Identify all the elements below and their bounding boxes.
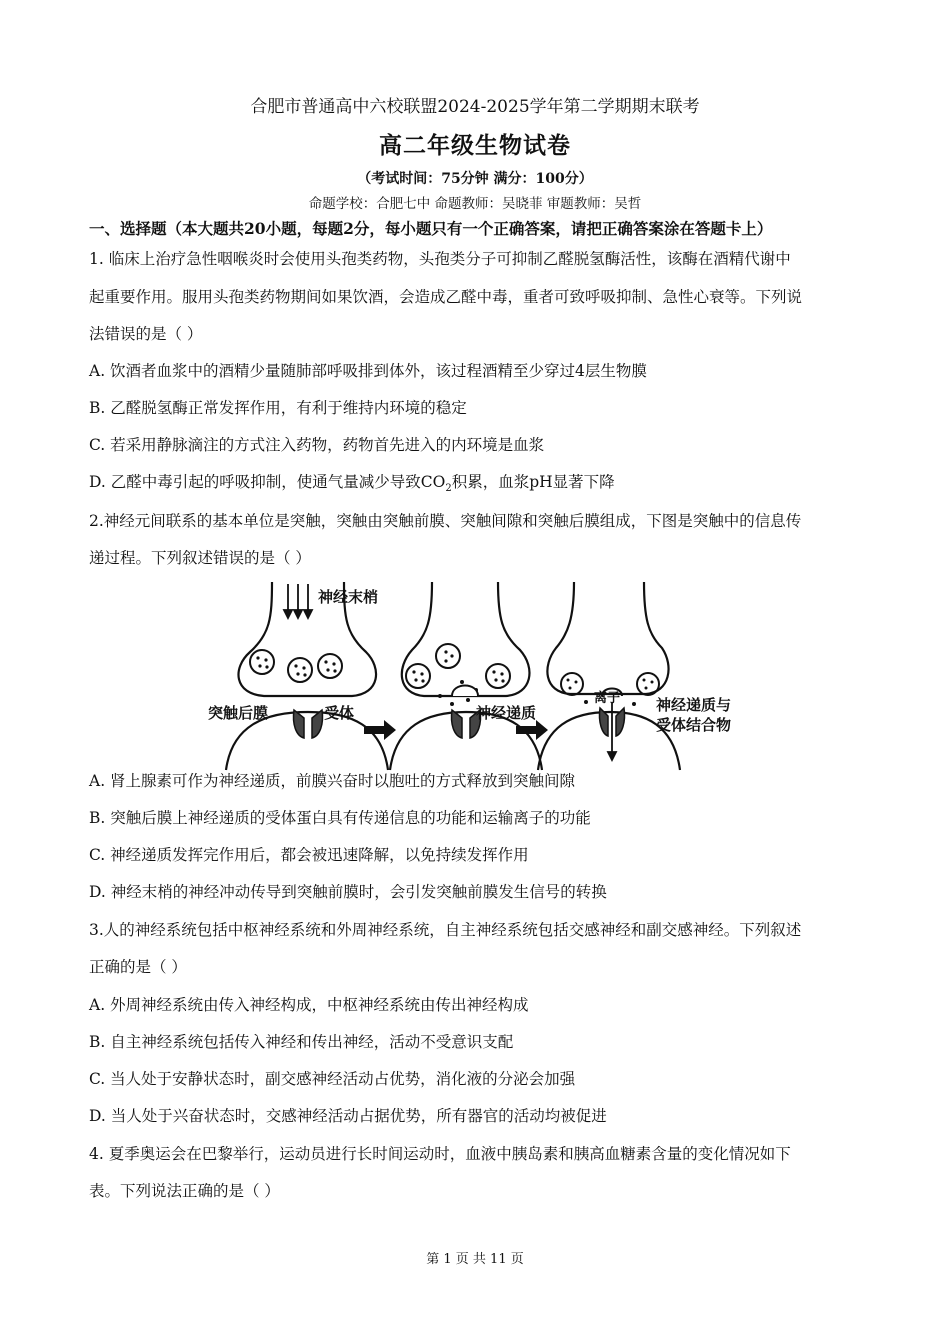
q1-stem-line1: 1. 临床上治疗急性咽喉炎时会使用头孢类药物，头孢类分子可抑制乙醛脱氢酶活性，该酶在酒精代谢中 bbox=[89, 250, 791, 268]
q1-option-d-subscript: 2 bbox=[445, 483, 452, 495]
q1-option-d-tail: 积累，血浆pH显著下降 bbox=[451, 473, 615, 491]
q2-stem-line2: 递过程。下列叙述错误的是（ ） bbox=[89, 549, 311, 567]
q3-option-c: C. 当人处于安静状态时，副交感神经活动占优势，消化液的分泌会加强 bbox=[89, 1070, 576, 1088]
label-ion: 离子 bbox=[594, 691, 621, 706]
label-complex-line1: 神经递质与 bbox=[656, 696, 732, 714]
label-postsynaptic-membrane: 突触后膜 bbox=[208, 704, 269, 722]
q3-option-a: A. 外周神经系统由传入神经构成，中枢神经系统由传出神经构成 bbox=[89, 996, 529, 1014]
q4-stem-line2: 表。下列说法正确的是（ ） bbox=[89, 1182, 280, 1200]
synapse-diagram bbox=[206, 578, 776, 773]
exam-title: 高二年级生物试卷 bbox=[379, 132, 571, 159]
label-complex-line2: 受体结合物 bbox=[656, 716, 732, 734]
label-neurotransmitter: 神经递质 bbox=[476, 704, 537, 722]
q4-stem-line1: 4. 夏季奥运会在巴黎举行，运动员进行长时间运动时，血液中胰岛素和胰高血糖素含量的变化情况如下 bbox=[89, 1145, 791, 1163]
label-receptor: 受体 bbox=[324, 704, 355, 722]
q1-stem-line2: 起重要作用。服用头孢类药物期间如果饮酒，会造成乙醛中毒，重者可致呼吸抑制、急性心衰等。下列说 bbox=[89, 288, 803, 306]
q2-stem-line1: 2.神经元间联系的基本单位是突触，突触由突触前膜、突触间隙和突触后膜组成，下图是突触中的信息传 bbox=[89, 512, 802, 530]
label-nerve-terminal: 神经末梢 bbox=[318, 588, 379, 606]
exam-info: （考试时间：75分钟 满分：100分） bbox=[357, 171, 593, 187]
synapse-figure bbox=[206, 578, 776, 773]
q2-option-c: C. 神经递质发挥完作用后，都会被迅速降解，以免持续发挥作用 bbox=[89, 846, 529, 864]
exam-staff: 命题学校：合肥七中 命题教师：吴晓菲 审题教师：吴哲 bbox=[308, 196, 642, 212]
q3-stem-line2: 正确的是（ ） bbox=[89, 958, 187, 976]
q1-option-c: C. 若采用静脉滴注的方式注入药物，药物首先进入的内环境是血浆 bbox=[89, 436, 545, 454]
school-header: 合肥市普通高中六校联盟2024-2025学年第二学期期末联考 bbox=[250, 97, 700, 117]
q3-option-d: D. 当人处于兴奋状态时，交感神经活动占据优势，所有器官的活动均被促进 bbox=[89, 1107, 607, 1125]
q1-option-d bbox=[89, 472, 615, 499]
page-footer: 第 1 页 共 11 页 bbox=[426, 1252, 524, 1267]
q1-option-a: A. 饮酒者血浆中的酒精少量随肺部呼吸排到体外，该过程酒精至少穿过4层生物膜 bbox=[89, 362, 647, 380]
section-heading: 一、选择题（本大题共20小题，每题2分，每小题只有一个正确答案，请把正确答案涂在答题卡上） bbox=[89, 219, 773, 238]
q1-stem-line3: 法错误的是（ ） bbox=[89, 325, 203, 343]
q3-option-b: B. 自主神经系统包括传入神经和传出神经，活动不受意识支配 bbox=[89, 1033, 514, 1051]
q3-stem-line1: 3.人的神经系统包括中枢神经系统和外周神经系统，自主神经系统包括交感神经和副交感神经。下列叙述 bbox=[89, 921, 802, 939]
q1-option-d-text: D. 乙醛中毒引起的呼吸抑制，使通气量减少导致CO bbox=[89, 473, 446, 491]
q1-option-b: B. 乙醛脱氢酶正常发挥作用，有利于维持内环境的稳定 bbox=[89, 399, 467, 417]
q2-option-a: A. 肾上腺素可作为神经递质，前膜兴奋时以胞吐的方式释放到突触间隙 bbox=[89, 772, 576, 790]
q2-option-d: D. 神经末梢的神经冲动传导到突触前膜时，会引发突触前膜发生信号的转换 bbox=[89, 883, 607, 901]
q2-option-b: B. 突触后膜上神经递质的受体蛋白具有传递信息的功能和运输离子的功能 bbox=[89, 809, 591, 827]
